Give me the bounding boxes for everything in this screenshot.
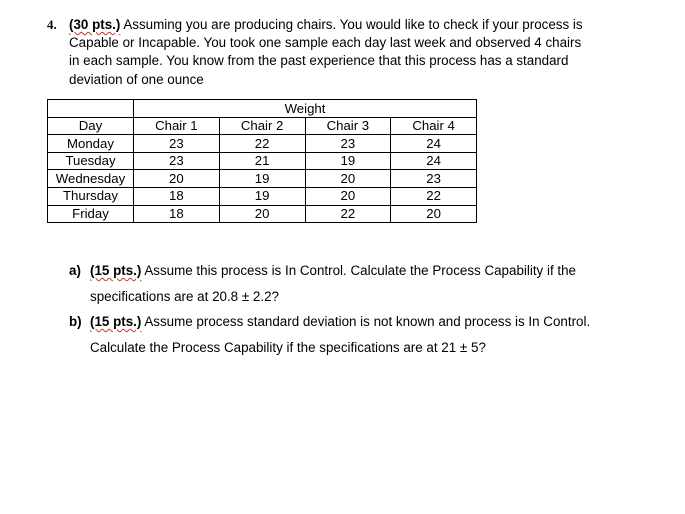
part-text: Assume this process is In Control. Calculate the Process Capability if the specifications are at 20.8 ± 2.2?: [90, 263, 576, 304]
question-points: (30 pts.): [69, 17, 121, 32]
table-row: [48, 152, 477, 170]
question-part: [69, 309, 629, 360]
table-header-chair-1: Chair 1: [134, 117, 220, 135]
table-header-empty: [48, 100, 134, 118]
question-part: [69, 258, 629, 309]
table-cell-value: 22: [219, 135, 305, 153]
table-cell-day: Thursday: [48, 187, 134, 205]
table-row: [48, 135, 477, 153]
table-cell-day: Wednesday: [48, 170, 134, 188]
table-cell-value: 21: [219, 152, 305, 170]
part-label: b): [69, 314, 82, 329]
table-cell-value: 20: [134, 170, 220, 188]
table-cell-value: 20: [219, 205, 305, 223]
table-cell-value: 20: [305, 170, 391, 188]
part-label: a): [69, 263, 81, 278]
question-number: 4.: [47, 17, 57, 32]
weight-table: [47, 99, 477, 223]
table-cell-value: 23: [134, 135, 220, 153]
part-points: (15 pts.): [90, 314, 142, 329]
part-text: Assume process standard deviation is not known and process is In Control. Calculate the Process Capability if the specifications are at 21 ± 5?: [90, 314, 591, 355]
table-header-day: Day: [48, 117, 134, 135]
table-header-chair-3: Chair 3: [305, 117, 391, 135]
table-cell-day: Friday: [48, 205, 134, 223]
table-row: [48, 205, 477, 223]
table-cell-value: 24: [391, 152, 477, 170]
question-parts: [69, 258, 629, 360]
table-cell-value: 23: [391, 170, 477, 188]
table-cell-value: 20: [391, 205, 477, 223]
table-row: [48, 187, 477, 205]
question-text: [69, 16, 589, 89]
question-body: Assuming you are producing chairs. You would like to check if your process is Capable or Incapable. You took one sample each day last week and observed 4 chairs in each sample. You know from the past experience that this process has a standard deviation of one ounce: [69, 17, 583, 87]
table-cell-value: 19: [219, 170, 305, 188]
part-points: (15 pts.): [90, 263, 142, 278]
table-header-chair-2: Chair 2: [219, 117, 305, 135]
table-cell-value: 23: [134, 152, 220, 170]
table-cell-value: 24: [391, 135, 477, 153]
table-cell-value: 18: [134, 205, 220, 223]
part-body: [90, 258, 629, 309]
table-cell-value: 22: [391, 187, 477, 205]
table-cell-value: 19: [219, 187, 305, 205]
table-cell-day: Tuesday: [48, 152, 134, 170]
table-cell-value: 20: [305, 187, 391, 205]
table-group-header: Weight: [134, 100, 477, 118]
table-cell-day: Monday: [48, 135, 134, 153]
table-cell-value: 22: [305, 205, 391, 223]
table-group-header-row: [48, 100, 477, 118]
table-header-chair-4: Chair 4: [391, 117, 477, 135]
part-body: [90, 309, 629, 360]
table-cell-value: 19: [305, 152, 391, 170]
table-cell-value: 23: [305, 135, 391, 153]
table-header-row: [48, 117, 477, 135]
table-cell-value: 18: [134, 187, 220, 205]
table-row: [48, 170, 477, 188]
